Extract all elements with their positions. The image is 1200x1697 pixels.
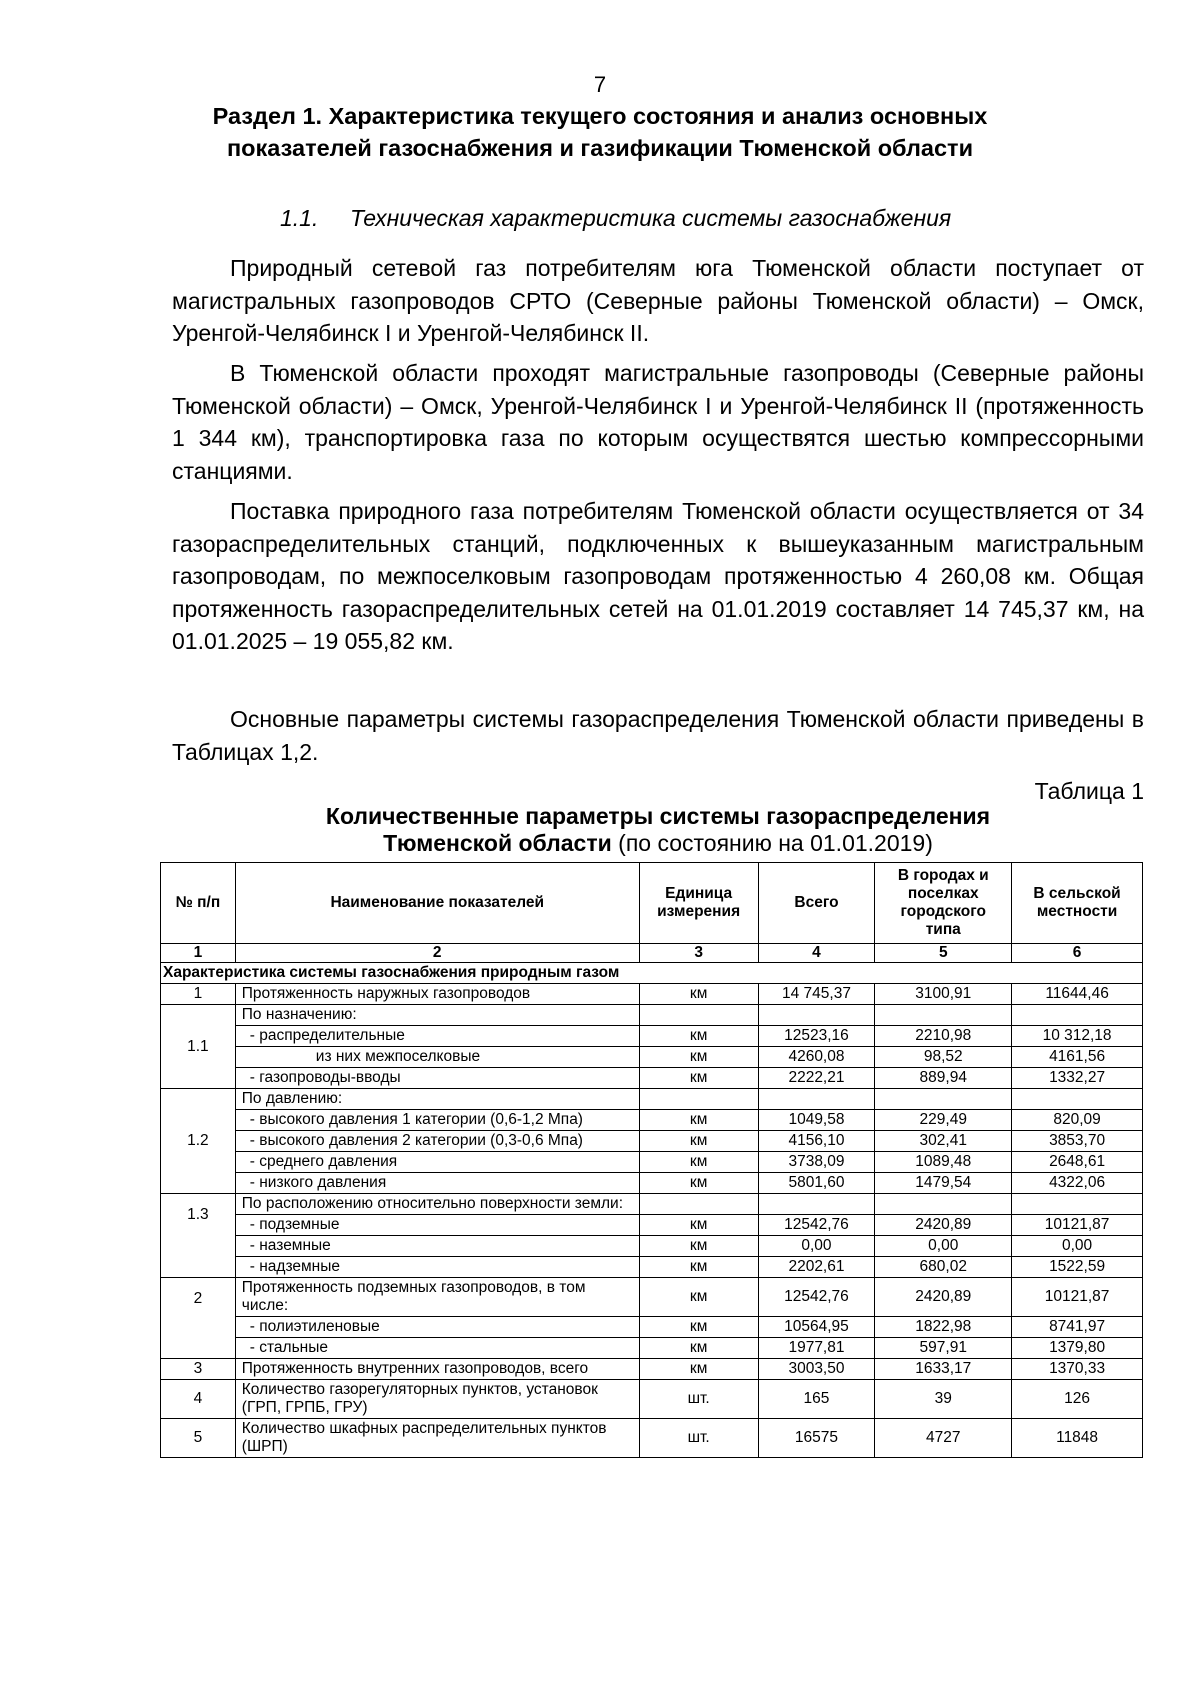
table-row: 1.2 По давлению: xyxy=(161,1089,1143,1110)
table-row: 2 Протяженность подземных газопроводов, в том числе: км 12542,76 2420,89 10121,87 xyxy=(161,1278,1143,1317)
gas-parameters-table xyxy=(160,862,1143,1458)
body-paragraph-1: Природный сетевой газ потребителям юга Тюменской области поступает от магистральных газопроводов СРТО (Северные районы Тюменской области) – Омск, Уренгой-Челябинск I и Уренгой-Челябинск II. xyxy=(172,255,1144,346)
section-title: Раздел 1. Характеристика текущего состояния и анализ основных показателей газоснабжения и газификации Тюменской области xyxy=(212,103,988,161)
table-row: из них межпоселковые км 4260,08 98,52 4161,56 xyxy=(161,1047,1143,1068)
table-row: 3 Протяженность внутренних газопроводов, всего км 3003,50 1633,17 1370,33 xyxy=(161,1359,1143,1380)
table-row: - наземные км 0,00 0,00 0,00 xyxy=(161,1236,1143,1257)
table-row: 5 Количество шкафных распределительных пунктов (ШРП) шт. 16575 4727 11848 xyxy=(161,1419,1143,1458)
table-row: - распределительные км 12523,16 2210,98 10 312,18 xyxy=(161,1026,1143,1047)
table-row: 1.3 По расположению относительно поверхности земли: xyxy=(161,1194,1143,1215)
body-paragraph-2: В Тюменской области проходят магистральные газопроводы (Северные районы Тюменской области) – Омск, Уренгой-Челябинск I и Уренгой-Челябинск II (протяженность 1 344 км), транспортировка газа по которым осуществятся шестью компрессорными станциями. xyxy=(172,360,1144,484)
table-row: - полиэтиленовые км 10564,95 1822,98 8741,97 xyxy=(161,1317,1143,1338)
table-row: - высокого давления 2 категории (0,3-0,6 Мпа) км 4156,10 302,41 3853,70 xyxy=(161,1131,1143,1152)
table-row: - низкого давления км 5801,60 1479,54 4322,06 xyxy=(161,1173,1143,1194)
subsection-title: Техническая характеристика системы газоснабжения xyxy=(350,205,952,231)
page-number: 7 xyxy=(593,72,607,97)
table-row: - высокого давления 1 категории (0,6-1,2 Мпа) км 1049,58 229,49 820,09 xyxy=(161,1110,1143,1131)
table-row: - подземные км 12542,76 2420,89 10121,87 xyxy=(161,1215,1143,1236)
table-caption: Таблица 1 xyxy=(1034,778,1144,804)
table-row: - стальные км 1977,81 597,91 1379,80 xyxy=(161,1338,1143,1359)
table-row: 1 Протяженность наружных газопроводов км 14 745,37 3100,91 11644,46 xyxy=(161,984,1143,1005)
table-row: 4 Количество газорегуляторных пунктов, установок (ГРП, ГРПБ, ГРУ) шт. 165 39 126 xyxy=(161,1380,1143,1419)
column-number-row: 1 2 3 4 5 6 xyxy=(161,944,1143,963)
subsection-number: 1.1. xyxy=(280,205,319,231)
body-paragraph-3: Поставка природного газа потребителям Тюменской области осуществляется от 34 газораспределительных станций, подключенных к вышеуказанным магистральным газопроводам, по межпоселковым газопроводам протяженностью 4 260,08 км. Общая протяженность газораспределительных сетей на 01.01.2019 составляет 14 745,37 км, на 01.01.2025 – 19 055,82 км. xyxy=(172,498,1144,654)
table-title: Количественные параметры системы газораспределения Тюменской области (по состоянию на 01.01.2019) xyxy=(325,803,991,856)
table-row: - газопроводы-вводы км 2222,21 889,94 1332,27 xyxy=(161,1068,1143,1089)
table-group-row: Характеристика системы газоснабжения природным газом xyxy=(161,963,1143,984)
table-row: - среднего давления км 3738,09 1089,48 2648,61 xyxy=(161,1152,1143,1173)
table-header-row: № п/п Наименование показателей Единица измерения Всего В городах и поселках городского типа В сельской местности xyxy=(161,863,1143,944)
table-row: 1.1 По назначению: xyxy=(161,1005,1143,1026)
subsection-heading xyxy=(280,205,1080,232)
body-paragraph-4: Основные параметры системы газораспределения Тюменской области приведены в Таблицах 1,2. xyxy=(172,706,1144,765)
table-row: - надземные км 2202,61 680,02 1522,59 xyxy=(161,1257,1143,1278)
